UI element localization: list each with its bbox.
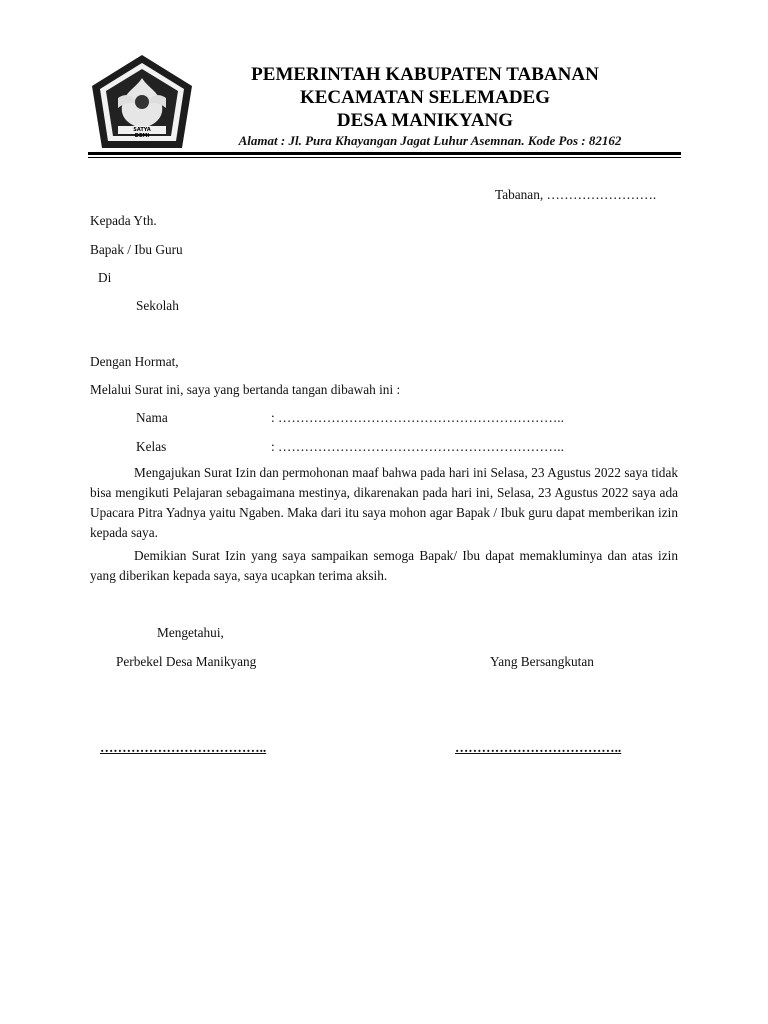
signature-left-line: ……………………………….. — [100, 740, 267, 755]
signature-right-title: Yang Bersangkutan — [490, 654, 594, 669]
greeting: Dengan Hormat, — [90, 354, 179, 369]
header-district: KECAMATAN SELEMADEG — [299, 87, 550, 108]
signature-mengetahui: Mengetahui, — [157, 625, 224, 640]
header-government: PEMERINTAH KABUPATEN TABANAN — [251, 64, 599, 85]
recipient-to: Bapak / Ibu Guru — [90, 242, 183, 257]
field-label-nama: Nama — [136, 410, 168, 425]
header-address: Alamat : Jl. Pura Khayangan Jagat Luhur Asemnan. Kode Pos : 82162 — [238, 133, 622, 148]
body-paragraph-1: Mengajukan Surat Izin dan permohonan maaf bahwa pada hari ini Selasa, 23 Agustus 2022 saya tidak bisa mengikuti Pelajaran sebagaimana mestinya, dikarenakan pada hari ini, Selasa, 23 Agustus 2022 saya ada Upacara Pitra Yadnya yaitu Ngaben. Maka dari itu saya mohon agar Bapak / Ibuk guru dapat memberikan izin kepada saya. — [90, 465, 678, 540]
field-label-kelas: Kelas — [136, 439, 167, 454]
logo-text: SATYA DEMI — [133, 127, 151, 139]
recipient-place: Sekolah — [136, 298, 179, 313]
field-value-nama: : ……………………………………………………….. — [271, 410, 564, 425]
header-divider-thin — [88, 157, 681, 158]
header-divider-thick — [88, 152, 681, 155]
signature-left-title: Perbekel Desa Manikyang — [116, 654, 257, 669]
header-village: DESA MANIKYANG — [336, 110, 514, 131]
recipient-di: Di — [98, 270, 112, 285]
body-paragraph-2: Demikian Surat Izin yang saya sampaikan semoga Bapak/ Ibu dapat memakluminya dan atas izin yang diberikan kepada saya, saya ucapkan terima aksih. — [90, 548, 678, 583]
date-line: Tabanan, ……………………. — [495, 187, 657, 202]
field-value-kelas: : ……………………………………………………….. — [271, 439, 564, 454]
signature-right-line: ……………………………….. — [455, 740, 622, 755]
recipient-kepada: Kepada Yth. — [90, 213, 157, 228]
intro-text: Melalui Surat ini, saya yang bertanda tangan dibawah ini : — [90, 382, 401, 397]
